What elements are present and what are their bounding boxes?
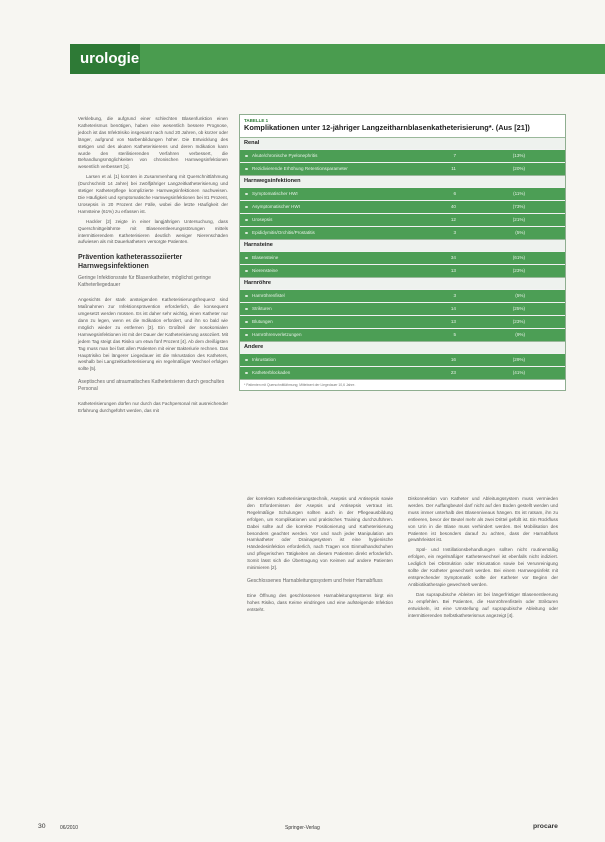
journal-name: procare — [533, 823, 558, 830]
bullet-icon — [245, 155, 248, 158]
row-label: Epididymitis/Orchitis/Prostatitis — [252, 229, 315, 235]
row-label: Katheterblockaden — [252, 369, 291, 375]
row-count: 23 — [450, 369, 456, 375]
table-row — [240, 162, 565, 175]
row-label: Asymptomatischer HWI — [252, 203, 300, 209]
table-row — [240, 315, 565, 328]
table-row — [240, 226, 565, 239]
row-percent: (11%) — [513, 190, 525, 196]
row-percent: (21%) — [512, 216, 525, 222]
row-percent: (61%) — [512, 254, 525, 260]
row-label: Symptomatischer HWI — [252, 190, 298, 196]
bullet-icon — [245, 334, 248, 337]
table-row — [240, 149, 565, 162]
row-label: Nierensteine — [252, 267, 278, 273]
bullet-icon — [245, 321, 248, 324]
row-label: Harnröhrenverletzungen — [252, 331, 302, 337]
row-count: 13 — [450, 318, 456, 324]
row-percent: (41%) — [512, 369, 525, 375]
row-label: Strikturen — [252, 305, 272, 311]
bullet-icon — [245, 295, 248, 298]
bullet-icon — [245, 219, 248, 222]
table-title: Komplikationen unter 12-jähriger Langzeitharnblasenkatheterisierung*. (Aus [21]) — [244, 123, 530, 132]
paragraph: Diskonnektion von Katheter und Ableitungssystem muss vermieden werden. Der Auffangbeutel darf nicht auf den Boden gestellt werden und muss immer unterhalb des Blasenniveaus hängen. Es ist ratsam, ihn zu entleeren, bevor der Beutel mehr als zwei Drittel gefüllt ist. Ein Rückfluss von Urin in die Blase muss verhindert werden. Bei Mobilisation des Patienten ist besonders darauf zu achten, dass der Harnabfluss gewährleistet ist. — [408, 496, 558, 543]
paragraph: Das suprapubische Ableiten ist bei längerfristiger Blasenentleerung zu empfehlen. Bei Patienten, die Harnröhrenfisteln oder Strikturen entwickeln, ist eine Umstellung auf suprapubische Ableitung oder intermittierenden Selbstkatheterismus angezeigt [4]. — [408, 591, 558, 618]
header-bar — [70, 44, 605, 74]
complications-table — [239, 114, 566, 391]
paragraph: Hackler [2] zeigte in einer langjährigen Untersuchung, dass Querschnittgelähmte mit Blasenentleerungsstörungen mittels intermittierendem Katheterisieren deutlich weniger Nierenschäden aufwiesen als mit Dauerkathetern versorgte Patienten. — [78, 218, 228, 245]
row-label: Rezidivierende Erhöhung Retentionsparameter — [252, 165, 348, 171]
row-count: 12 — [450, 216, 456, 222]
row-percent: (23%) — [512, 267, 525, 273]
bullet-icon — [245, 270, 248, 273]
row-percent: (5%) — [515, 229, 525, 235]
row-label: Blutungen — [252, 318, 273, 324]
table-group-header: Renal — [240, 137, 565, 149]
column-3 — [408, 496, 558, 622]
paragraph: Eine Öffnung des geschlossenen Harnableitungssystems birgt ein hohes Risiko, dass Keime eindringen und eine aufsteigende Infektion entsteht. — [247, 592, 393, 612]
row-label: Urosepsis — [252, 216, 273, 222]
row-percent: (20%) — [512, 165, 525, 171]
bullet-icon — [245, 206, 248, 209]
row-count: 13 — [450, 267, 456, 273]
paragraph: Larsen et al. [1] konnten in Zusammenhang mit Querschnittlähmung (Durchschnitt 14 Jahre) bei zwölfjähriger Langzeitkatheterisierung und stetiger Katheterpflege komplizierte Harnwegsinfektionen nachweisen. Die Häufigkeit und symptomatische Harnwegsinfektionen bei 81 Prozent, Urosepsis in 20 Prozent der Fälle, wobei die letzte Häufigkeit der Harnsteine (61%) zu erfassen ist. — [78, 174, 228, 214]
table-footnote: * Patienten mit Querschnittlähmung; Mittelwert der Liegedauer 10,6 Jahre. — [240, 379, 565, 390]
row-percent: (23%) — [512, 318, 525, 324]
publisher-label: Springer-Verlag — [285, 825, 320, 831]
table-row — [240, 289, 565, 302]
table-tag: TABELLE 1 — [244, 118, 269, 123]
row-count: 7 — [453, 152, 456, 158]
bullet-icon — [245, 168, 248, 171]
bullet-icon — [245, 257, 248, 260]
row-percent: (25%) — [512, 305, 525, 311]
row-label: Akute/chronische Pyelonephritis — [252, 152, 318, 158]
row-percent: (13%) — [512, 152, 525, 158]
paragraph: Verklebung, die aufgrund einer schlechten Blasenfunktion einen Katheterismus benötigen, haben eine wesentlich bessere Prognose, jedoch ist das Infektrisiko insgesamt nach rund 20 Jahren, ob kürzer oder länger, aufgrund von Narbenbildungen höher. Die Entwicklung des stetigen und des akuten Katheterisierens und deren Indikation kann wurde den sterilisierenden Verfahren verbessert, die Behandlungsmöglichkeiten von chronischen Harnwegsinfektionen wesentlich verbessert [1]. — [78, 116, 228, 170]
row-percent: (29%) — [512, 356, 525, 362]
paragraph: der korrekten Katheterisierungstechnik, Asepsis und Antisepsis sowie den Erfordernissen der Asepsis und Antisepsis vertraut ist. Regelmäßige Schulungen sollten auch in der Pflegeausbildung erfolgen, um Komplikationen und praktisches Training durchzuführen. Dabei sollte auf die korrekte Positionierung und Katheterisierung besonders geachtet werden. Vor und nach jeder Manipulation am Harnkatheter oder Drainagesystem ist eine hygienische Händedesinfektion erforderlich, nach Tragen von Einmalhandschuhen und pflegerischen Tätigkeiten an diesem Patienten direkt erforderlich. Somit lässt sich die Übertragung von Keimen auf andere Patienten minimieren [2]. — [247, 496, 393, 571]
table-group-header: Harnsteine — [240, 239, 565, 251]
table-group-header: Harnröhre — [240, 277, 565, 289]
row-count: 16 — [450, 356, 456, 362]
bullet-icon — [245, 193, 248, 196]
paragraph: Spül- und Instillationsbehandlungen sollten nicht routinemäßig erfolgen, ein regelmäßiger Katheterwechsel ist ebenfalls nicht indiziert. Lediglich bei Obstruktion oder Inkrustation sowie bei Verunreinigung sollte der Katheter gewechselt werden. Bei einem Harnwegsinfekt mit entsprechender Symptomatik sollte der Katheter vor Beginn der Antibiotikatherapie gewechselt werden. — [408, 547, 558, 587]
bullet-icon — [245, 232, 248, 235]
row-count: 14 — [450, 305, 456, 311]
row-label: Harnröhrenfistel — [252, 292, 285, 298]
bullet-icon — [245, 308, 248, 311]
table-group-header: Harnwegsinfektionen — [240, 175, 565, 187]
row-count: 6 — [453, 190, 456, 196]
row-percent: (9%) — [515, 331, 525, 337]
table-row — [240, 264, 565, 277]
paragraph: Katheterisierungen dürfen nur durch das Fachpersonal mit ausreichender Erfahrung durchgeführt werden, das mit — [78, 401, 228, 414]
table-row — [240, 302, 565, 315]
lead-text: Geringe Infektionsrate für Blasenkatheter, möglichst geringe Katheterliegedauer — [78, 275, 211, 289]
row-percent: (73%) — [512, 203, 525, 209]
row-percent: (5%) — [515, 292, 525, 298]
table-row — [240, 353, 565, 366]
bullet-icon — [245, 372, 248, 375]
section-heading: Prävention katheterassoziierter Harnwegsinfektionen — [78, 254, 183, 270]
row-label: Blasensteine — [252, 254, 279, 260]
column-1 — [78, 116, 228, 418]
row-count: 5 — [453, 331, 456, 337]
table-row — [240, 200, 565, 213]
row-count: 3 — [453, 229, 456, 235]
table-row — [240, 251, 565, 264]
lead-text: Geschlossenes Harnableitungssystem und freier Harnabfluss — [247, 577, 383, 584]
paragraph: Angesichts der stark ansteigenden Katheterisierungsfrequenz sind Maßnahmen zur Infektionsprävention erforderlich, die konsequent umgesetzt werden müssen. Es ist daher sehr wichtig, einen Katheter nur dann zu legen, wenn es die Indikation erfordert, und ihn so bald wie möglich wieder zu entfernen [3]. Ein Großteil der nosokomialen Harnwegsinfektionen ist mit der Dauer der Katheterisierung assoziiert. Mit jedem Tag steigt das Risiko um etwa fünf Prozent [4]. Ab dem dreißigsten Tag muss man bei fast allen Patienten mit einer Bakteriurie rechnen. Das Hauptrisiko bei längerer Liegedauer ist die Inkrustation des Katheters, weshalb bei Langzeitkatheterisierung ein regelmäßiger Wechsel erfolgen sollte [5]. — [78, 297, 228, 372]
row-count: 34 — [450, 254, 456, 260]
table-row — [240, 213, 565, 226]
table-row — [240, 366, 565, 379]
page-number: 30 — [38, 823, 46, 830]
table-group-header: Andere — [240, 341, 565, 353]
issue-label: 06/2010 — [60, 825, 79, 831]
section-title: urologie — [70, 44, 140, 74]
row-count: 3 — [453, 292, 456, 298]
row-count: 40 — [450, 203, 456, 209]
table-row — [240, 187, 565, 200]
row-label: Inkrustation — [252, 356, 276, 362]
row-count: 11 — [451, 165, 456, 171]
lead-text: Aseptisches und atraumatisches Katheterisieren durch geschultes Personal — [78, 379, 225, 393]
table-body — [240, 137, 565, 379]
bullet-icon — [245, 359, 248, 362]
column-2 — [247, 496, 393, 617]
table-row — [240, 328, 565, 341]
